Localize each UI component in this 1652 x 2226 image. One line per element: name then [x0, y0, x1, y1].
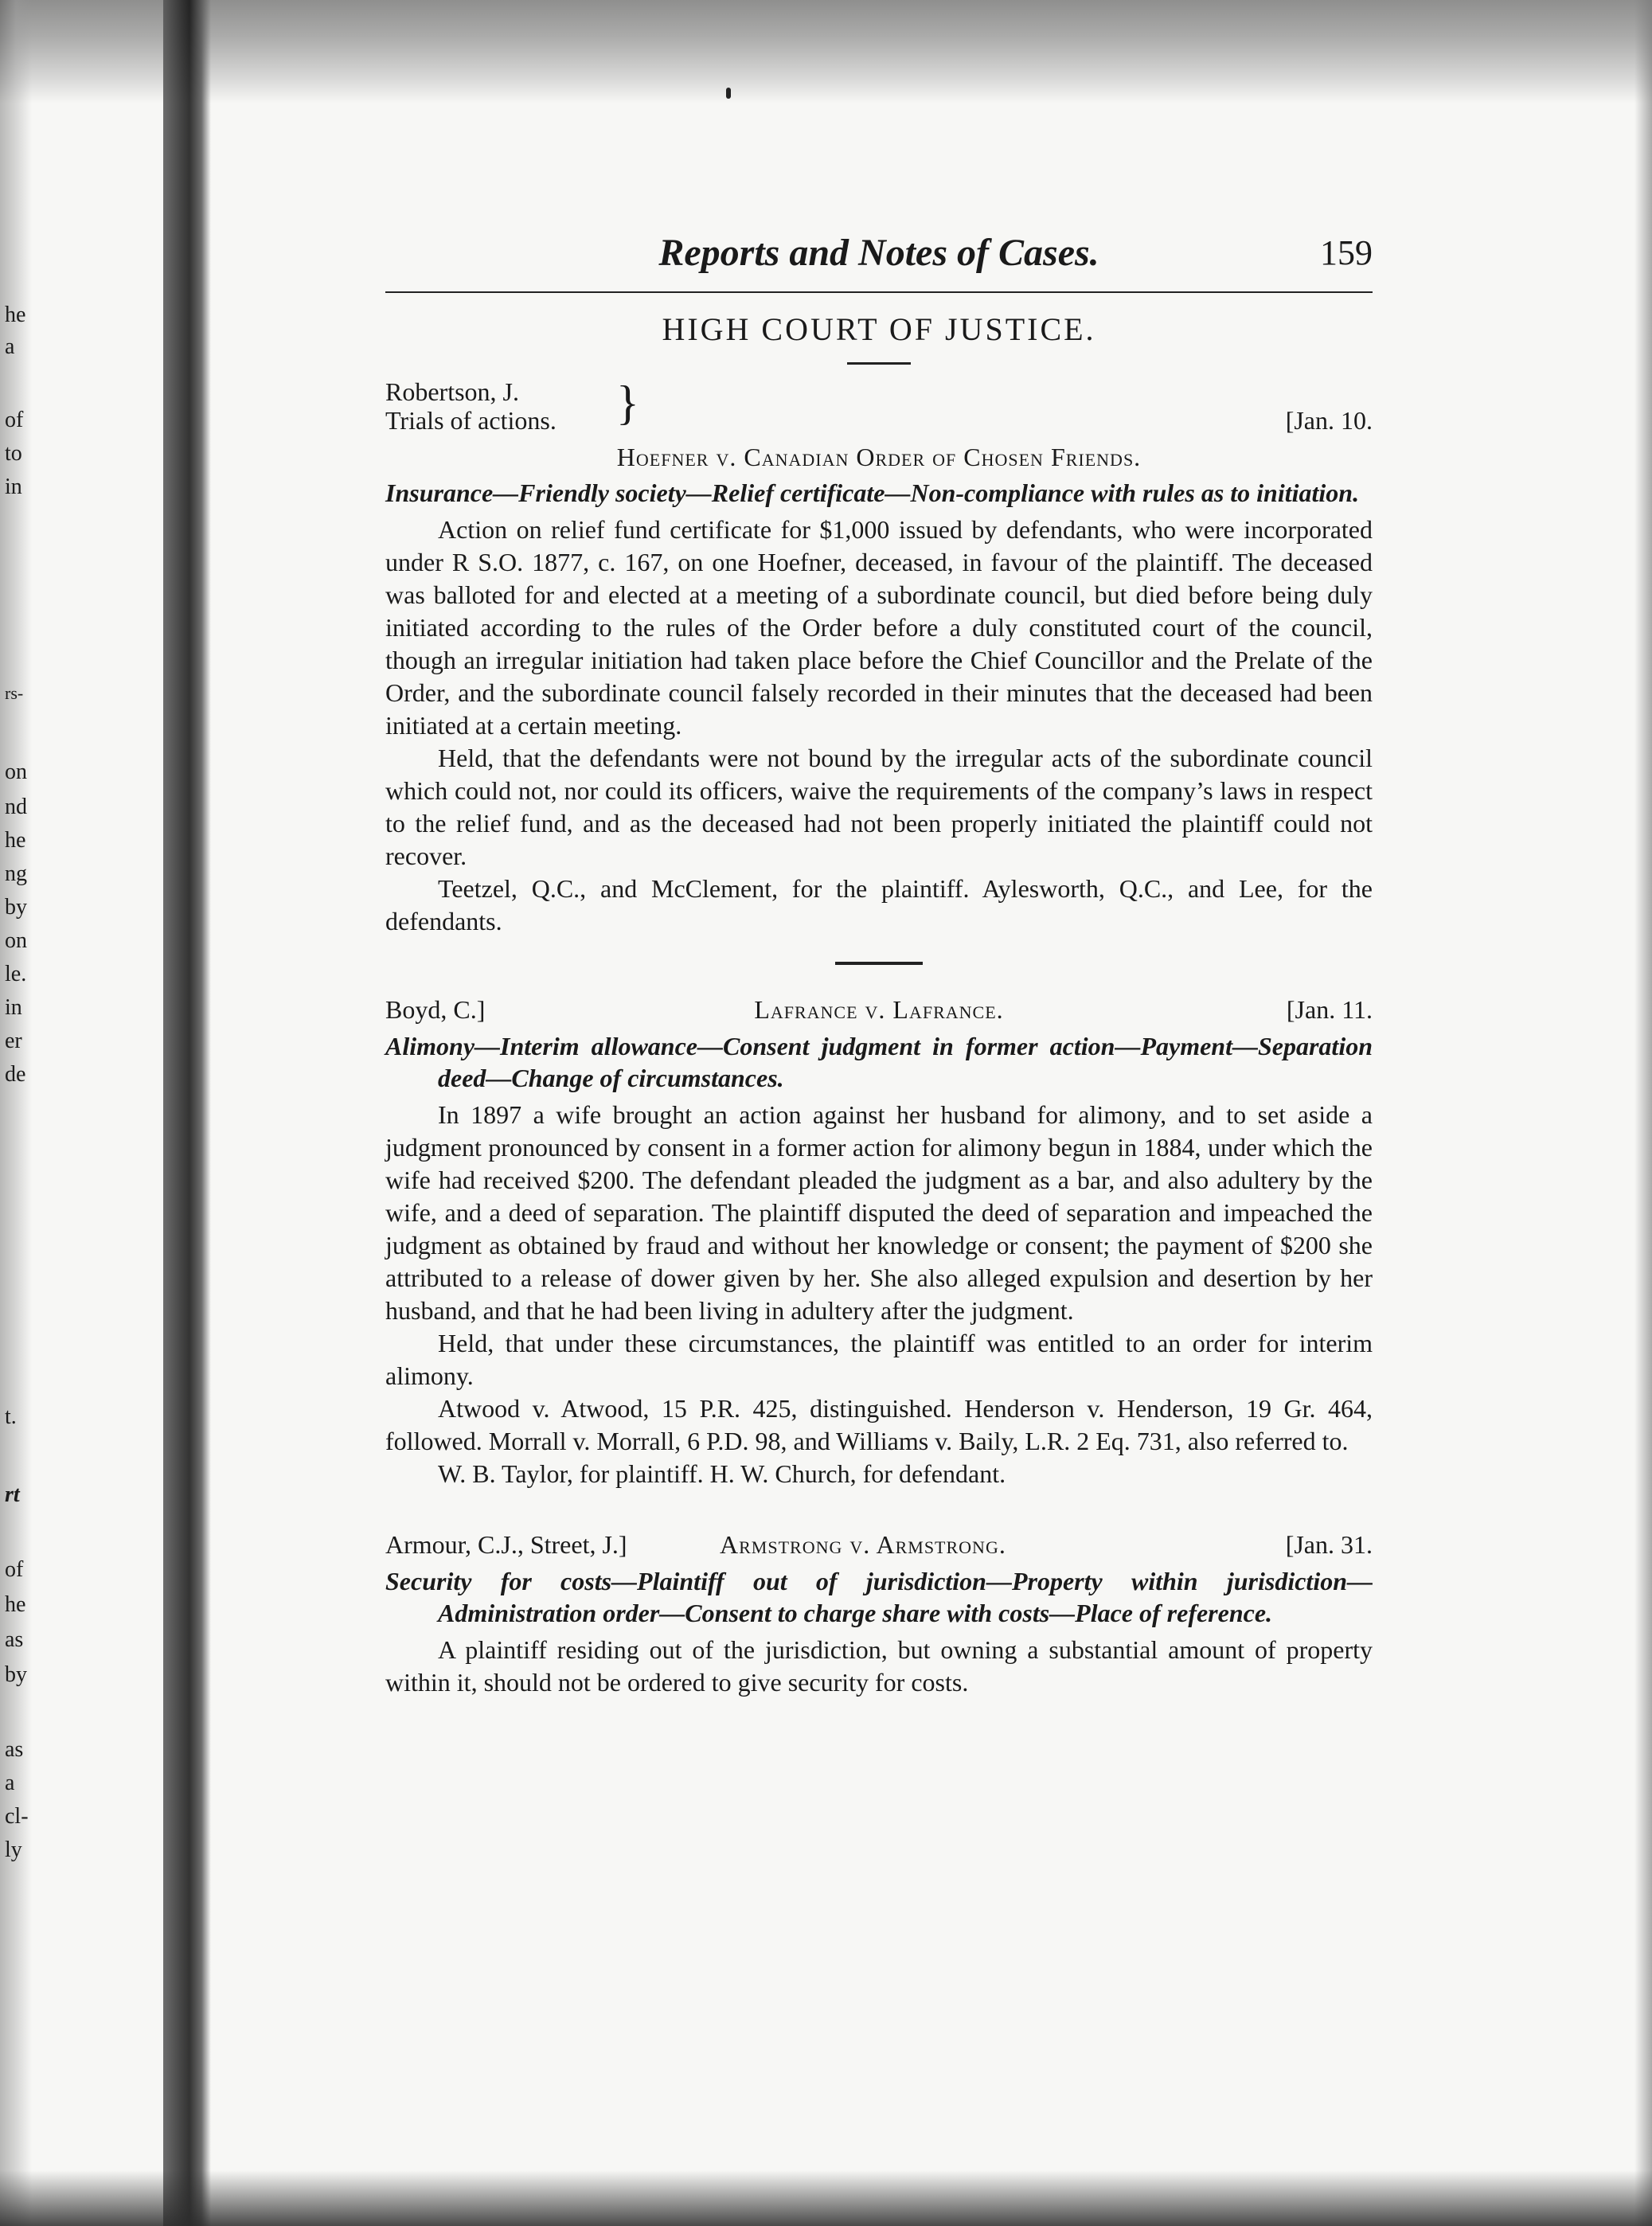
margin-fragment: to [5, 441, 22, 466]
case2-held: Held, that under these circumstances, the plaintiff was entitled to an order for interim alimony. [385, 1329, 1373, 1390]
case2-heading [385, 992, 1373, 1027]
margin-fragment: of [5, 408, 24, 432]
case1-judge: Robertson, J. [385, 377, 519, 406]
margin-fragment: by [5, 895, 27, 920]
margin-fragment: ng [5, 861, 27, 886]
case2-headnote: Alimony—Interim allowance—Consent judgment in former action—Payment—Separation deed—Change of circumstances. [385, 1032, 1373, 1092]
case1-counsel: Teetzel, Q.C., and McClement, for the plaintiff. Aylesworth, Q.C., and Lee, for the defendants. [385, 874, 1373, 935]
scan-shadow-top [0, 0, 1652, 103]
court-title: HIGH COURT OF JUSTICE. [662, 311, 1096, 347]
margin-fragment: as [5, 1627, 24, 1652]
case1-facts: Action on relief fund certificate for $1,000 issued by defendants, who were incorporated under R S.O. 1877, c. 167, on one Hoefner, deceased, in favour of the plaintiff. The deceased was balloted for and elected at a meeting of a subordinate council, but died before being duly initiated according to the rules of the Order before a duly constituted court of the council, though an irregular initiation had taken place before the Chief Councillor and the Prelate of the Order, and the subordinate council falsely recorded in their minutes that the deceased had been initiated at a certain meeting. [385, 515, 1373, 740]
margin-fragment: as [5, 1737, 24, 1762]
case1-headnote: Insurance—Friendly society—Relief certificate—Non-compliance with rules as to initiation. [385, 478, 1360, 507]
case3-heading [385, 1527, 1373, 1562]
margin-fragment: on [5, 760, 27, 784]
case3-caption: Armstrong v. Armstrong. [720, 1530, 1006, 1559]
case3-date: [Jan. 31. [1285, 1530, 1373, 1559]
case-separator [835, 962, 923, 965]
margin-fragment: by [5, 1662, 27, 1687]
margin-fragment: a [5, 1771, 15, 1795]
margin-fragment: nd [5, 795, 27, 819]
margin-fragment: er [5, 1029, 22, 1053]
case2-date: [Jan. 11. [1286, 995, 1373, 1024]
case1-heading [385, 377, 1373, 435]
page-content [385, 223, 1373, 1699]
case3-headnote: Security for costs—Plaintiff out of jurisdiction—Property within jurisdiction—Administration order—Consent to charge share with costs—Place of reference. [385, 1567, 1373, 1627]
margin-fragment: rt [5, 1482, 20, 1507]
margin-fragment: he [5, 1592, 26, 1617]
case3-body: A plaintiff residing out of the jurisdiction, but owning a substantial amount of property within it, should not be ordered to give security for costs. [385, 1635, 1373, 1697]
book-gutter-shadow [163, 0, 211, 2226]
margin-fragment: t. [5, 1404, 17, 1429]
page-header [385, 223, 1373, 287]
case1-caption: Hoefner v. Canadian Order of Chosen Friends. [616, 443, 1142, 471]
margin-fragment: cl- [5, 1804, 29, 1829]
page-number: 159 [1320, 233, 1373, 272]
short-rule [847, 362, 911, 365]
case2-caption: Lafrance v. Lafrance. [754, 995, 1004, 1024]
case2-authorities: Atwood v. Atwood, 15 P.R. 425, distinguished. Henderson v. Henderson, 19 Gr. 464, followed. Morrall v. Morrall, 6 P.D. 98, and Williams v. Baily, L.R. 2 Eq. 731, also referred to. [385, 1394, 1373, 1455]
case1-held: Held, that the defendants were not bound by the irregular acts of the subordinate council which could not, nor could its officers, waive the requirements of the company’s laws in respect to the relief fund, and as the deceased had not been properly initiated the plaintiff could not recover. [385, 744, 1373, 870]
margin-fragment: in [5, 474, 22, 499]
facing-page-fragments [5, 0, 53, 2226]
case2-counsel: W. B. Taylor, for plaintiff. H. W. Church, for defendant. [438, 1459, 1006, 1488]
margin-fragment: on [5, 928, 27, 953]
margin-fragment: he [5, 303, 26, 327]
ink-mark [726, 88, 731, 99]
margin-fragment: le. [5, 962, 27, 986]
margin-fragment: in [5, 995, 22, 1020]
margin-fragment: rs- [5, 683, 24, 703]
brace-mark: } [616, 377, 639, 429]
margin-fragment: a [5, 334, 15, 359]
case2-judge: Boyd, C.] [385, 995, 486, 1024]
case1-date: [Jan. 10. [1285, 406, 1373, 435]
scan-shadow-right [1634, 0, 1652, 2226]
running-title: Reports and Notes of Cases. [658, 232, 1099, 274]
margin-fragment: ly [5, 1837, 22, 1862]
margin-fragment: he [5, 828, 26, 853]
margin-fragment: de [5, 1062, 26, 1087]
case2-facts: In 1897 a wife brought an action against her husband for alimony, and to set aside a judgment pronounced by consent in a former action for alimony begun in 1884, under which the wife had received $200. The defendant pleaded the judgment as a bar, and also adultery by the wife, and a deed of separation. The plaintiff disputed the deed of separation and impeached the judgment as obtained by fraud and without her knowledge or consent; the payment of $200 she attributed to a release of dower given by her. She also alleged expulsion and desertion by her husband, and that he had been living in adultery after the judgment. [385, 1100, 1373, 1325]
margin-fragment: of [5, 1557, 24, 1582]
scan-shadow-bottom [0, 2170, 1652, 2226]
case1-court: Trials of actions. [385, 406, 557, 435]
case3-judges: Armour, C.J., Street, J.] [385, 1530, 627, 1559]
header-rule [385, 291, 1373, 293]
